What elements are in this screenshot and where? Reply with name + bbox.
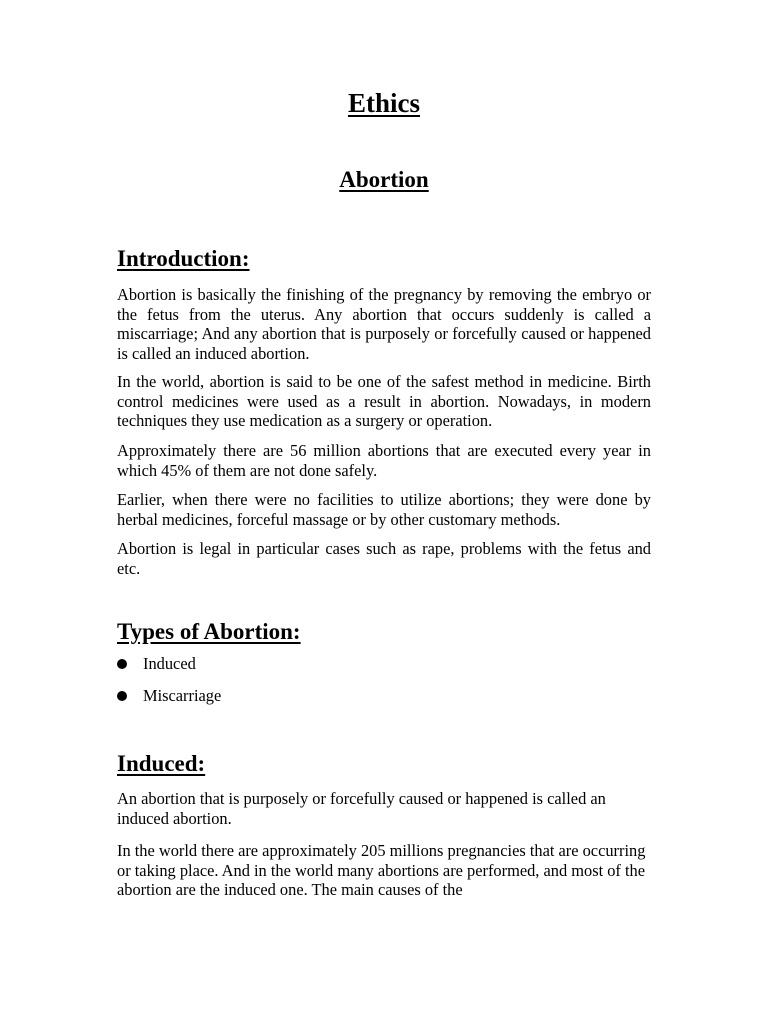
list-item-label: Miscarriage xyxy=(143,686,222,706)
intro-paragraph-2: In the world, abortion is said to be one of the safest method in medicine. Birth control medicines were used as a result in abortion. Nowadays, in modern techniques they use medication as a surgery or operation. xyxy=(117,372,651,430)
document-subtitle: Abortion xyxy=(339,167,429,192)
list-item xyxy=(117,654,196,674)
intro-paragraph-4: Earlier, when there were no facilities to utilize abortions; they were done by herbal medicines, forceful massage or by other customary methods. xyxy=(117,490,651,529)
intro-paragraph-1: Abortion is basically the finishing of the pregnancy by removing the embryo or the fetus from the uterus. Any abortion that occurs suddenly is called a miscarriage; And any abortion that is purposely or forcefully caused or happened is called an induced abortion. xyxy=(117,285,651,363)
list-item xyxy=(117,686,221,706)
intro-paragraph-5: Abortion is legal in particular cases such as rape, problems with the fetus and etc. xyxy=(117,539,651,578)
induced-paragraph-2: In the world there are approximately 205 millions pregnancies that are occurring or taking place. And in the world many abortions are performed, and most of the abortion are the induced one. The main causes of the xyxy=(117,841,646,899)
induced-paragraph-1: An abortion that is purposely or forcefully caused or happened is called an induced abortion. xyxy=(117,789,606,828)
introduction-heading: Introduction: xyxy=(117,246,250,271)
bullet-icon xyxy=(117,691,127,701)
list-item-label: Induced xyxy=(143,654,196,674)
intro-paragraph-3: Approximately there are 56 million abortions that are executed every year in which 45% of them are not done safely. xyxy=(117,441,651,480)
bullet-icon xyxy=(117,659,127,669)
types-heading: Types of Abortion: xyxy=(117,619,301,644)
induced-heading: Induced: xyxy=(117,751,206,776)
document-title: Ethics xyxy=(347,88,420,118)
